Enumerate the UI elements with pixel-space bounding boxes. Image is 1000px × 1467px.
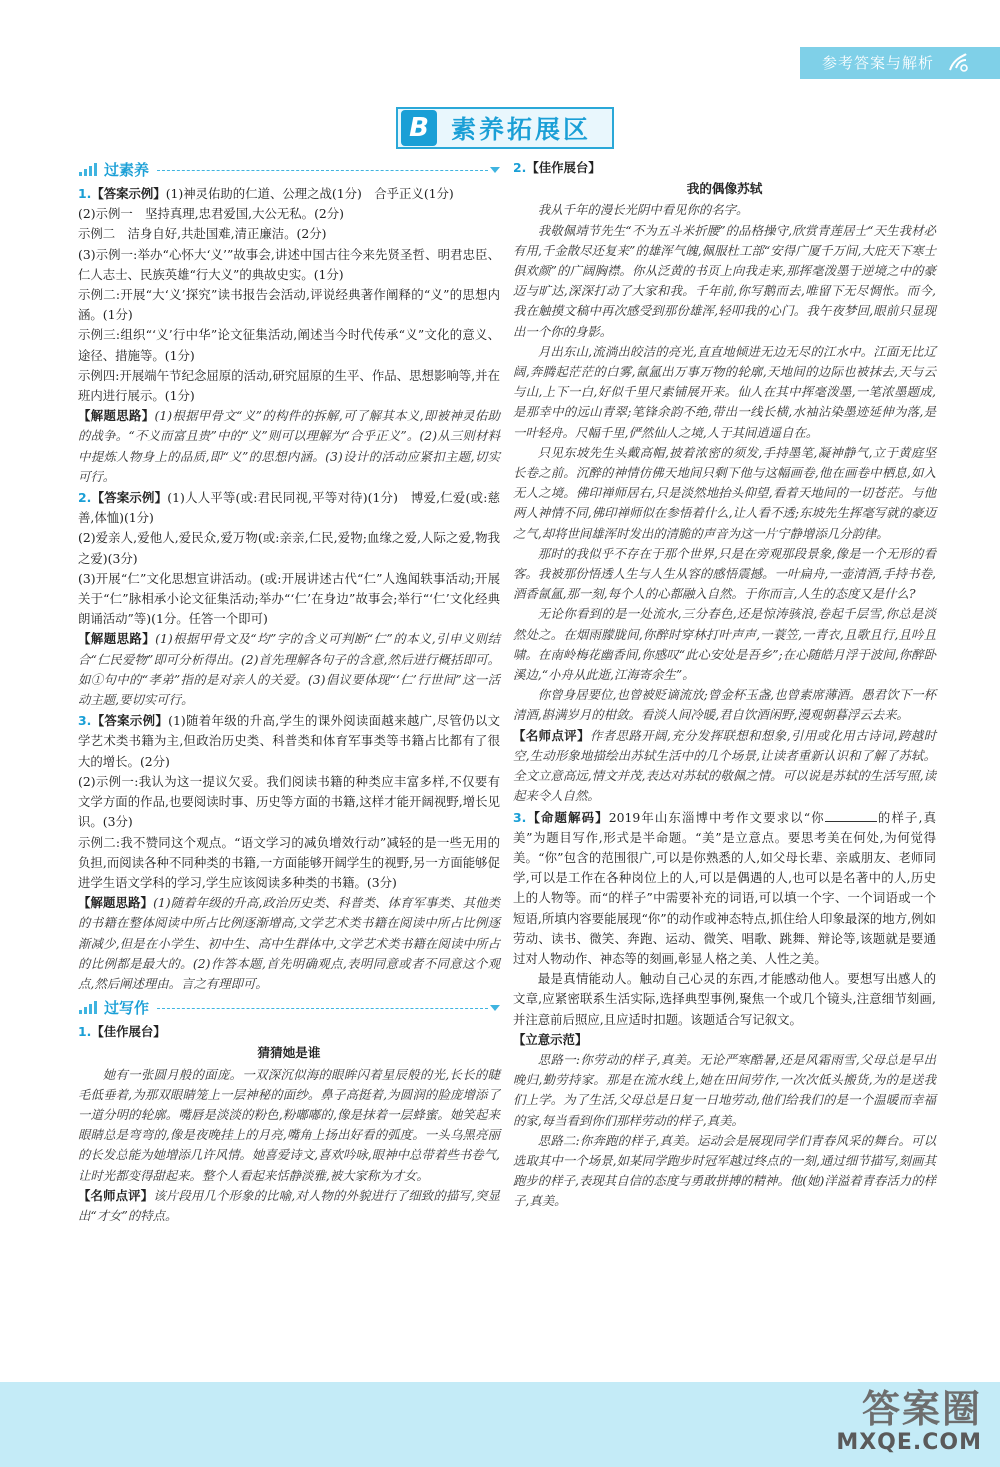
- answer-item-2: [78, 488, 500, 710]
- answer-tag: 【答案示例】: [91, 713, 169, 729]
- watermark-url: MXQE.COM: [836, 1430, 982, 1455]
- answer-text: 示例四:开展端午节纪念屈原的活动,研究屈原的生平、作品、思想影响等,并在班内进行展示。(1分): [78, 367, 500, 404]
- item-number: 3.: [78, 713, 92, 729]
- item-number: 3.: [513, 809, 527, 825]
- page-tab-label: [800, 47, 1000, 79]
- comment-tag: 【名师点评】: [513, 727, 590, 743]
- decode-text: 最是真情能动人。触动自己心灵的东西,才能感动他人。要想写出感人的文章,应紧密联系生活实际,选择典型事例,聚焦一个或几个镜头,注意细节刻画,并注意前后照应,且应适时扣题。该题适合写记叙文。: [513, 971, 936, 1027]
- writing-item-1: [78, 1022, 500, 1226]
- answer-text: (1)随着年级的升高,学生的课外阅读面越来越广,尽管仍以文学艺术类书籍为主,但政治历史类、科普类和体育军事类等书籍占比都有了很大的增长。(2分): [78, 713, 501, 769]
- answer-tag: 【答案示例】: [91, 186, 166, 201]
- fill-blank: [825, 810, 877, 822]
- idea-text: 思路二:你奔跑的样子,真美。运动会是展现同学们青春风采的舞台。可以选取其中一个场景,如某同学跑步时冠军越过终点的一刻,通过细节描写,刻画其跑步的样子,表现其自信的态度与勇敢拼搏的精神。他(她)洋溢着青春活力的样子,真美。: [513, 1132, 936, 1209]
- section-title: 过写作: [104, 999, 150, 1018]
- section-header-xiezuo: [78, 996, 500, 1020]
- section-banner: [396, 107, 614, 149]
- answer-item-3: [78, 711, 500, 994]
- answer-text: (1)神灵佑助的仁道、公理之战(1分) 合乎正义(1分): [165, 186, 454, 201]
- essay-paragraph: 只见东坡先生头戴高帽,披着浓密的须发,手持墨笔,凝神静气,立于黄庭坚长卷之前。沉醉的神情仿佛天地间只剩下他与这幅画卷,他在画卷中栖息,如入无人之境。佛印禅师居右,只是淡然地抬头仰望,看着天地间的一切苍茫。与他两人神情不同,佛印禅师似在参悟着什么,让人看不透;东坡先生挥毫写就的豪迈之气,却将世间雄浑时发出的清脆的声音为这一片宁静增添几分韵律。: [513, 444, 936, 541]
- watermark: [782, 1387, 982, 1457]
- watermark-text: 答案圈: [861, 1387, 982, 1431]
- section-divider: [157, 170, 488, 171]
- section-title: 过素养: [104, 160, 150, 179]
- answer-text: (3)开展“仁”文化思想宣讲活动。(或:开展讲述古代“仁”人逸闻轶事活动;开展关于“仁”脉相承小论文征集活动;举办“‘仁’在身边”故事会;举行“‘仁’文化经典朗诵活动”等)(1分。任答一个即可): [78, 570, 500, 627]
- analysis-tag: 【解题思路】: [78, 895, 154, 911]
- signal-icon: [78, 163, 100, 177]
- answer-text: (3)示例一:举办“心怀大‘义’”故事会,讲述中国古往今来先贤圣哲、明君忠臣、仁人志士、民族英雄“行大义”的典故史实。(1分): [78, 246, 500, 282]
- showcase-tag: 【佳作展台】: [91, 1024, 166, 1040]
- idea-tag: 【立意示范】: [513, 1031, 588, 1047]
- item-number: 1.: [78, 1024, 92, 1040]
- answer-text: (2)示例一:我认为这一提议欠妥。我们阅读书籍的种类应丰富多样,不仅要有文学方面的作品,也要阅读时事、历史等方面的书籍,这样才能开阔视野,增长见识。(3分): [78, 773, 500, 830]
- writing-item-3: [513, 808, 936, 1212]
- idea-text: 思路一:你劳动的样子,真美。无论严寒酷暑,还是风霜雨雪,父母总是早出晚归,勤劳持家。那是在流水线上,她在田间劳作,一次次低头搬货,为的是送我们上学。为了生活,父母总是日复一日地劳动,他们给我们的是一个温暖而幸福的家,每当看到你们那样劳动的样子,真美。: [513, 1051, 936, 1128]
- left-column: [78, 158, 500, 1227]
- essay-paragraph: 那时的我似乎不存在于那个世界,只是在旁观那段景象,像是一个无形的看客。我被那份悟透人生与人生从容的感悟震撼。一叶扁舟,一壶清酒,手持书卷,酒香氤氲,那一刻,每个人的心都融入自然。于你而言,人生的态度又是什么?: [513, 545, 936, 602]
- answer-tag: 【答案示例】: [91, 490, 168, 506]
- analysis-text: (1)随着年级的升高,政治历史类、科普类、体育军事类、其他类的书籍在整体阅读中所占比例逐渐增高,文学艺术类书籍在阅读中所占比例逐渐减少,但是在小学生、初中生、高中生群体中,文学艺术类书籍在阅读中所占的比例都是最大的。(2)作答本题,首先明确观点,表明同意或者不同意这个观点,然后阐述理由。言之有理即可。: [78, 895, 500, 991]
- item-number: 1.: [78, 186, 92, 201]
- essay-title: 我的偶像苏轼: [686, 181, 763, 197]
- analysis-text: (1)根据甲骨文“义”的构件的拆解,可了解其本义,即被神灵佑助的战争。“不义而富且贵”中的“义”则可以理解为“合乎正义”。(2)从三则材料中提炼人物身上的品质,即“义”的思想内涵。(3)设计的活动应紧扣主题,切实可行。: [78, 408, 500, 484]
- item-number: 2.: [513, 160, 527, 175]
- banner-title: 素养拓展区: [451, 115, 592, 144]
- essay-paragraph: 无论你看到的是一处流水,三分春色,还是惊涛骇浪,卷起千层雪,你总是淡然处之。在烟雨朦胧间,你醉时穿林打叶声声,一蓑笠,一青衣,且歌且行,且吟且啸。在南岭梅花幽香间,你感叹“此心安处是吾乡”;在心随皓月浮于波间,你醉卧溪边,“小舟从此逝,江海寄余生”。: [513, 606, 936, 683]
- triangle-icon: [490, 1005, 500, 1011]
- swirl-icon: [946, 50, 970, 74]
- footer-band: [0, 1382, 1000, 1467]
- signal-icon: [78, 1001, 100, 1015]
- comment-text: 作者思路开阔,充分发挥联想和想象,引用或化用古诗词,跨越时空,生动形象地描绘出苏轼生活中的几个场景,让读者重新认识和了解了苏轼。全文立意高远,情文并茂,表达对苏轼的敬佩之情。可以说是苏轼的生活写照,读起来令人自然。: [513, 727, 936, 804]
- section-divider: [157, 1008, 488, 1009]
- section-header-suyang: [78, 158, 500, 182]
- analysis-text: (1)根据甲骨文及“均”字的含义可判断“仁”的本义,引申义则结合“仁民爱物”即可分析得出。(2)首先理解各句子的含意,然后进行概括即可。如①句中的“孝弟”指的是对亲人的关爱。(3)倡议要体现“‘仁’行世间”这一活动主题,要切实可行。: [78, 631, 501, 708]
- essay-title: 猜猜她是谁: [257, 1045, 321, 1061]
- answer-text: (1)人人平等(或:君民同视,平等对待)(1分) 博爱,仁爱(或:慈善,体恤)(1分): [78, 490, 500, 526]
- answer-text: 示例三:组织“‘义’行中华”论文征集活动,阐述当今时代传承“义”文化的意义、途径、措施等。(1分): [78, 327, 500, 363]
- answer-text: 示例二:开展“大‘义’探究”读书报告会活动,评说经典著作阐释的“义”的思想内涵。(1分): [78, 287, 500, 323]
- essay-paragraph: 你曾身居要位,也曾被贬谪流放;曾金杯玉盏,也曾素席薄酒。愚君饮下一杯清酒,斟满岁月的柑敛。看淡人间冷暖,君自饮酒闲野,漫观朝暮浮云去来。: [513, 687, 936, 723]
- analysis-tag: 【解题思路】: [78, 631, 156, 647]
- analysis-tag: 【解题思路】: [78, 408, 155, 424]
- answer-text: (2)示例一 坚持真理,忠君爱国,大公无私。(2分): [78, 206, 345, 222]
- essay-text: 她有一张圆月般的面庞。一双深沉似海的眼眸闪着星辰般的光,长长的睫毛低垂着,为那双眼睛笼上一层神秘的面纱。鼻子高挺着,为圆润的脸庞增添了一道分明的轮廓。嘴唇是淡淡的粉色,粉嘟嘟的,像是抹着一层蜂蜜。她笑起来眼睛总是弯弯的,像是夜晚挂上的月亮,嘴角上扬出好看的弧度。一头乌黑亮丽的长发总能为她增添几许风情。她喜爱诗文,喜欢吟咏,眼神中总带着些书卷气,让时光都变得甜起来。整个人看起来恬静淡雅,被大家称为才女。: [78, 1066, 500, 1183]
- item-number: 2.: [78, 490, 92, 506]
- triangle-icon: [490, 167, 500, 173]
- banner-letter: B: [401, 110, 437, 146]
- tab-label-text: 参考答案与解析: [822, 54, 935, 72]
- comment-text: 该片段用几个形象的比喻,对人物的外貌进行了细致的描写,突显出“才女”的特点。: [78, 1187, 500, 1223]
- answer-text: (2)爱亲人,爱他人,爱民众,爱万物(或:亲亲,仁民,爱物;血缘之爱,人际之爱,物我之爱)(3分): [78, 530, 500, 566]
- decode-tag: 【命题解码】: [526, 809, 609, 825]
- right-column: [513, 158, 936, 1213]
- essay-paragraph: 我从千年的漫长光阴中看见你的名字。: [537, 202, 749, 218]
- essay-paragraph: 我敬佩靖节先生“不为五斗米折腰”的品格操守,欣赏青莲居士“天生我材必有用,千金散尽还复来”的雄浑气魄,佩服杜工部“安得广厦千万间,大庇天下寒士俱欢颜”的广阔胸襟。你从泛黄的书页上向我走来,那挥毫泼墨于逆境之中的豪迈与旷达,深深打动了大家和我。千年前,你写鹅而去,唯留下无尽惆怅。而今,我在触摸文稿中再次感受到那份雄浑,轻叩我的心门。我午夜梦回,眼前只显现出一个你的身影。: [513, 222, 936, 339]
- answer-text: 示例二 洁身自好,共赴国难,清正廉洁。(2分): [78, 226, 327, 242]
- answer-text: 示例二:我不赞同这个观点。“语文学习的减负增效行动”减轻的是一些无用的负担,而阅读各种不同种类的书籍,一方面能够开阔学生的视野,另一方面能够促进学生语文学科的学习,学生应该阅读多种类的书籍。(3分): [78, 834, 500, 890]
- essay-paragraph: 月出东山,流淌出皎洁的亮光,直直地倾进无边无尽的江水中。江面无比辽阔,奔腾起茫茫的白雾,氤氲出万事万物的轮廓,天地间的边际也被抹去,天与云与山,上下一白,好似千里尺素铺展开来。仙人在其中挥毫泼墨,一笔浓墨题成,是那幸中的远山青翠;笔锋余韵不绝,带出一线长横,水袖沾染墨迹延伸为落,是一叶轻舟。尺幅千里,俨然仙人之境,人于其间逍遥自在。: [513, 343, 936, 440]
- answer-item-1: [78, 184, 500, 487]
- decode-text: 的样子,真美”为题目写作,形式是半命题。“美”是立意点。要思考美在何处,为何觉得美。“你”包含的范围很广,可以是你熟悉的人,如父母长辈、亲戚朋友、老师同学,可以是工作在各种岗位上的人,可以是偶遇的人,也可以是名著中的人,历史上的人物等。而“的样子”中需要补充的词语,可以填一个字、一个词语或一个短语,所填内容要能展现“你”的动作或神态特点,抓住给人印象最深的地方,例如劳动、读书、微笑、奔跑、运动、微笑、唱歌、跳舞、辩论等,该题就是要通过对人物动作、神态等的刻画,彰显人格之美、人性之美。: [513, 809, 936, 966]
- showcase-tag: 【佳作展台】: [526, 160, 601, 175]
- decode-text: 2019年山东淄博中考作文要求以“你: [608, 809, 825, 825]
- comment-tag: 【名师点评】: [78, 1187, 154, 1203]
- writing-item-2: [513, 158, 936, 807]
